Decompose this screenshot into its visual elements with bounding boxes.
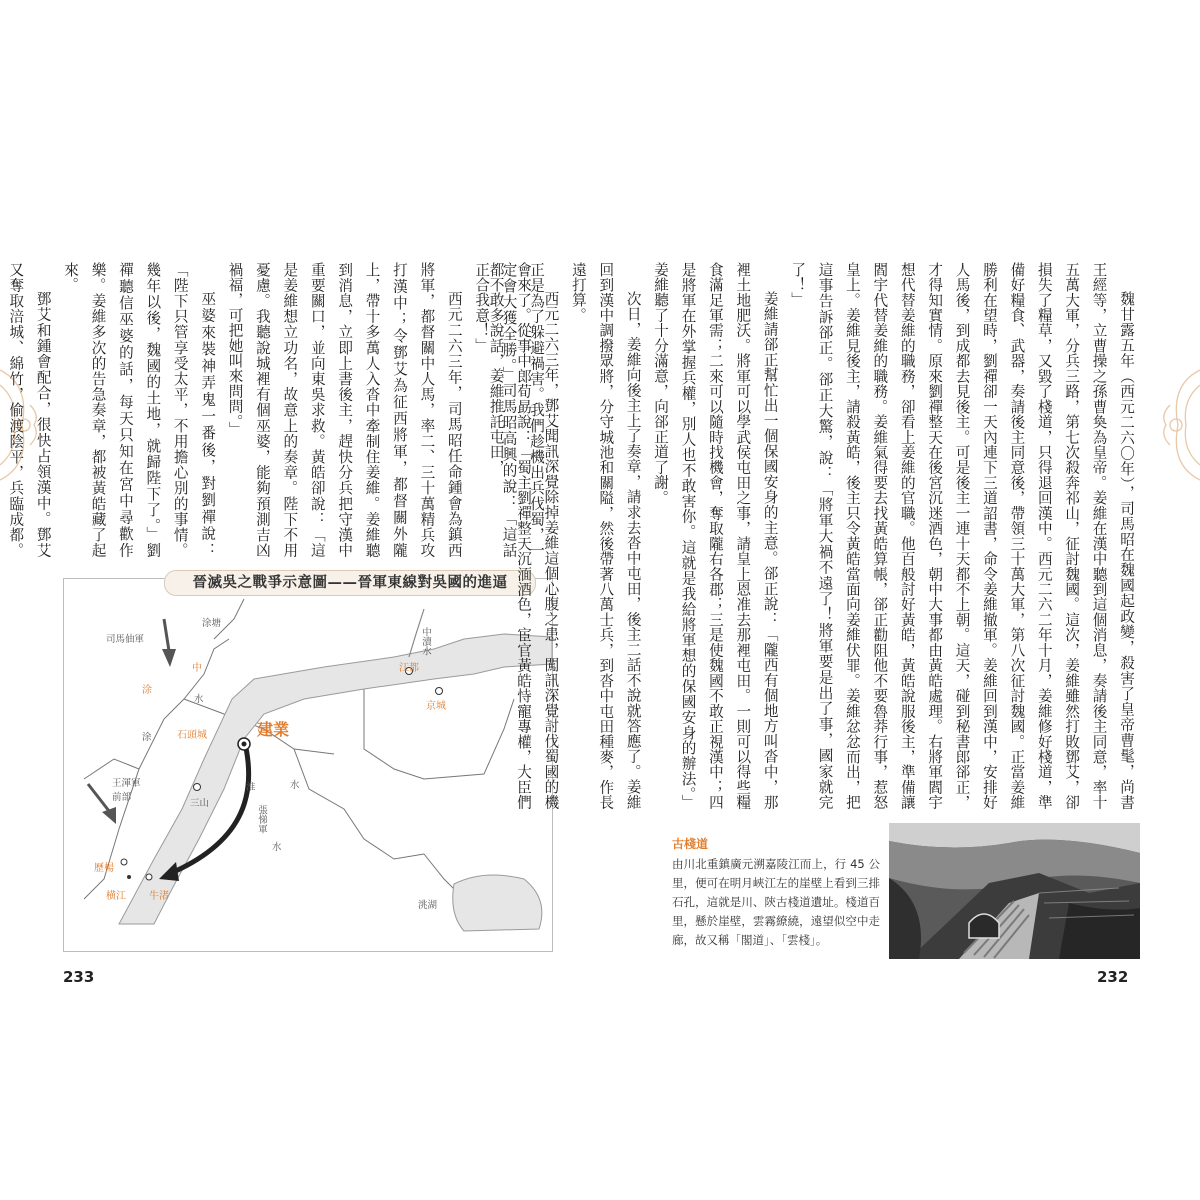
plank-road-photo — [889, 823, 1140, 959]
map-label-sima-zhou: 司馬伷軍 — [106, 634, 145, 645]
map-label-shui3: 水 — [272, 842, 282, 853]
map-label-hengjiang: 横江 — [106, 891, 126, 902]
map-capital-label: 建業 — [257, 720, 290, 739]
map-figure — [63, 575, 553, 952]
map-label-zhong: 中 — [192, 663, 202, 674]
map-label-huai: 淮 — [246, 782, 256, 793]
map-label-tutang: 涂塘 — [202, 618, 222, 629]
map-label-niuzhu: 牛渚 — [149, 891, 169, 902]
map-label-qianbu: 前部 — [112, 792, 132, 803]
map-label-zhang-tijun: 張悌軍 — [256, 805, 267, 834]
right-paragraph: 次日，姜維向後主上了奏章，請求去沓中屯田，後主二話不說就答應了。姜維回到漢中調撥眾將，分守城池和關隘，然後帶著八萬士兵，到沓中屯田種麥，作長遠打算。 — [569, 262, 642, 810]
map-label-shitoucheng: 石頭城 — [177, 730, 207, 741]
wang-arrow — [88, 784, 109, 811]
left-paragraph: 鄧艾和鍾會配合，很快占領漢中。鄧艾又奪取涪城、綿竹，偷渡陰平，兵臨成都。 — [7, 262, 52, 558]
page-number-right: 232 — [1097, 968, 1129, 986]
ornament-right-icon — [1152, 360, 1200, 490]
map-label-sanshan: 三山 — [190, 798, 210, 809]
photo-caption-title: 古棧道 — [672, 837, 709, 851]
left-page-body — [7, 262, 550, 558]
map-label-tu1: 涂 — [142, 685, 152, 696]
sima-arrow — [164, 619, 169, 651]
left-paragraph: 巫婆來裝神弄鬼一番後，對劉禪說：「陛下只管享受太平，不用擔心別的事情。幾年以後，魏國的土地，就歸陛下了。」劉禪聽信巫婆的話，每天只知在宮中尋歡作樂。姜維多次的告急奏章，都被黃皓藏了起來。 — [62, 262, 217, 558]
left-paragraph: 正是為了躲避禍害。我們趁機出兵伐蜀，一定會大獲全勝。」司馬昭高興的說：「這話正合我意！」 — [473, 262, 545, 558]
map-label-tu2: 涂 — [142, 732, 152, 743]
page-number-left: 233 — [63, 968, 95, 986]
right-paragraph: 西元二六三年，鄧艾聞訊深覺除掉姜維這個心腹之患，闖訊深覺討伐蜀國的機會來了。從事中郎荀勗說：「蜀主劉禪整天沉湎酒色，宦官黃皓恃寵專權，大臣們都不敢多說話，姜維推託屯田， — [487, 262, 560, 810]
map-label-jiangdu: 江都 — [399, 663, 419, 674]
photo-caption-text: 由川北重鎮廣元溯嘉陵江而上，行 45 公里，便可在明月峽江左的崖壁上看到三排石孔，這就是川、陝古棧道遺址。棧道百里，懸於崖壁，雲霧繚繞，遠望似空中走廊，故又稱「閣道」、「雲棧」。 — [672, 857, 880, 947]
map-label-wang-jun: 王渾軍 — [112, 778, 141, 789]
map-label-shui1: 水 — [194, 694, 204, 705]
map-label-shui2: 水 — [290, 780, 300, 791]
right-paragraph: 魏甘露五年（西元二六〇年），司馬昭在魏國起政變，殺害了皇帝曹髦，尚書王經等，立曹操之孫曹奐為皇帝。姜維在漢中聽到這個消息，奏請後主同意，率十五萬大軍，分兵三路，第七次殺奔祁山，征討魏國。這次，姜維雖然打敗鄧艾，卻損失了糧草，又毀了棧道，只得退回漢中。西元二六二年十月，姜維修好棧道，準備好糧食、武器，奏請後主同意後，帶領三十萬大軍，第八次征討魏國。正當姜維勝利在望時，劉禪卻一天內連下三道詔書，命令姜維撤軍。姜維回到漢中，安排好人馬後，到成都去見後主。可是後主一連十天都不上朝。這天，碰到秘書郎郤正，才得知實情。原來劉禪整天在後宮沉迷酒色，朝中大事都由黃皓處理。右將軍閻宇想代替姜維的職務，卻看上姜維的官職。他百般討好黃皓，黃皓說服後主，準備讓閻宇代替姜維的職務。姜維氣得要去找黃皓算帳，郤正勸阻他不要魯莽行事，惹怒皇上。姜維見後主，請殺黃皓，後主只令黃皓當面向姜維伏罪。姜維忿忿而出，把這事告訴郤正。郤正大驚，說：「將軍大禍不遠了！將軍要是出了事，國家就完了！」 — [789, 262, 1135, 810]
map-title: 晉滅吳之戰爭示意圖——晉軍東線對吳國的進逼 — [164, 570, 536, 596]
right-paragraph: 姜維請郤正幫忙出一個保國安身的主意。郤正說：「隴西有個地方叫沓中，那裡土地肥沃。將軍可以學武侯屯田之事，請皇上恩准去那裡屯田。一則可以得些糧食滿足軍需；二來可以隨時找機會，奪取隴右各郡；三是使魏國不敢正視漢中；四是將軍在外掌握兵權，別人也不敢害你。這就是我給將軍想的保國安身的辦法。」姜維聽了十分滿意，向郤正道了謝。 — [652, 262, 779, 810]
map-label-zhongdu-shui: 中瀆水 — [420, 627, 431, 656]
left-paragraph: 西元二六三年，司馬昭任命鍾會為鎮西將軍，都督關中人馬，率二、三十萬精兵攻打漢中；令鄧艾為征西將軍，都督關外隴上，帶十多萬人入沓中牽制住姜維。姜維聽到消息，立即上書後主，趕快分兵把守漢中重要關口，並向東吳求救。黃皓卻說：「這是姜維想立功名，故意上的奏章。陛下不用憂慮。我聽說城裡有個巫婆，能夠預測吉凶禍福，可把她叫來問問。」 — [226, 262, 463, 558]
map-label-jingcheng: 京城 — [426, 701, 446, 712]
taihu-lake — [453, 875, 542, 931]
map-label-liyang: 歷楊 — [94, 863, 114, 874]
map-label-taohu: 洮湖 — [418, 900, 438, 911]
